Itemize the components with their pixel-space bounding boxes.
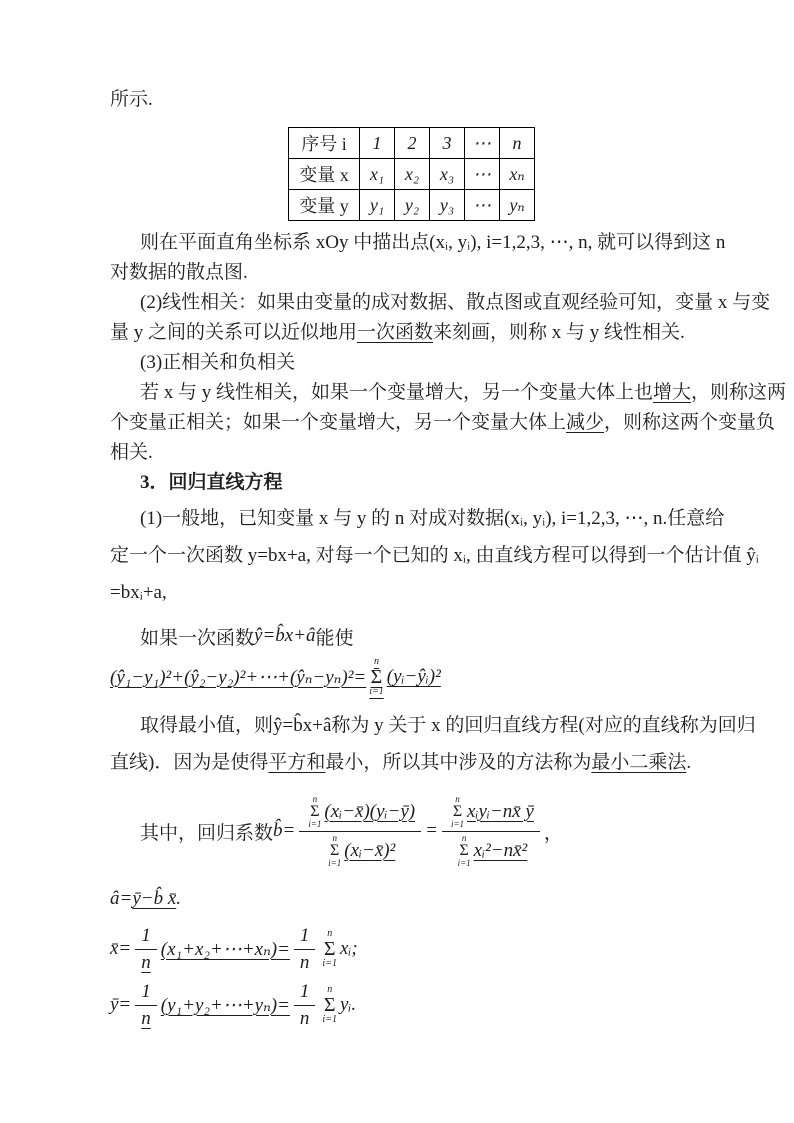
para-linear-line2 — [110, 318, 694, 348]
para-linear-line1: (2)线性相关：如果由变量的成对数据、散点图或直观经验可知，变量 x 与变 — [140, 292, 771, 313]
text-segment: 来刻画，则称 x 与 y 线性相关. — [433, 322, 685, 343]
formula-bhat — [110, 785, 694, 877]
formula-tail: yᵢ. — [339, 994, 357, 1015]
sum-symbol — [322, 929, 337, 969]
table-cell: 3 — [430, 128, 465, 159]
table-cell: x₂ — [395, 159, 430, 190]
sum-upper-limit: n — [332, 832, 337, 843]
sum-symbol — [369, 657, 384, 697]
ahat-rhs: ȳ−b̂ x̄ — [132, 888, 177, 909]
table-cell: 变量 x — [289, 159, 360, 190]
text-segment: 量 y 之间的关系可以近似地用 — [110, 322, 358, 343]
table-cell: y₁ — [360, 190, 395, 221]
fraction-numerator — [442, 795, 540, 832]
fraction-numerator — [299, 795, 421, 832]
sum-lower-limit: i=1 — [450, 818, 465, 829]
text-segment: 如果一次函数 — [140, 627, 255, 649]
para-correlation-line3: 相关. — [110, 442, 153, 463]
formula-left-side: (ŷ₁−y₁)²+(ŷ₂−y₂)²+⋯+(ŷₙ−yₙ)²= — [110, 666, 367, 688]
formula-tail: ， — [543, 822, 563, 844]
sigma-symbol: Σ — [323, 994, 336, 1016]
sum-upper-limit: n — [455, 793, 460, 804]
bhat-lhs: b̂= — [273, 820, 296, 841]
fraction-numerator: 1 — [135, 925, 157, 950]
numerator-expression: xᵢyᵢ−nx̄ ȳ — [467, 800, 534, 822]
sum-lower-limit: i=1 — [308, 818, 322, 829]
table-cell: ⋯ — [465, 190, 500, 221]
formula-ybar — [110, 977, 694, 1033]
text-segment: 若 x 与 y 线性相关，如果一个变量增大，另一个变量大体上也 — [140, 382, 654, 403]
text-segment: ，则称这两个变量负 — [604, 412, 776, 433]
sum-upper-limit: n — [312, 793, 318, 804]
fraction-numerator: 1 — [135, 981, 157, 1006]
math-regression-function: ŷ=b̂x+â — [273, 715, 332, 736]
fraction — [294, 981, 316, 1030]
fraction-denominator: n — [299, 951, 310, 973]
numerator-expression: (xᵢ−x̄)(yᵢ−ȳ) — [324, 800, 416, 822]
data-table — [288, 127, 535, 221]
fraction — [299, 795, 421, 868]
sum-lower-limit: i=1 — [369, 686, 384, 697]
answer-blank-sum-of-squares: 平方和 — [268, 752, 326, 773]
table-cell: 序号 i — [289, 128, 360, 159]
answer-blank-decrease: 减少 — [566, 412, 605, 433]
fraction — [135, 981, 157, 1030]
expanded-sum-expression: (y₁+y₂+⋯+yₙ)= — [160, 994, 290, 1016]
formula-xbar — [110, 921, 694, 977]
text-segment: 直线)．因为是使得 — [110, 752, 269, 773]
para-scatter-line1: 则在平面直角坐标系 xOy 中描出点(xᵢ, yᵢ), i=1,2,3, ⋯, n, 就可以得到这 n — [140, 232, 726, 253]
formula-right-side: (yᵢ−ŷᵢ)² — [386, 666, 441, 687]
text-segment: 最小，所以其中涉及的方法称为 — [325, 752, 592, 773]
answer-blank-least-squares: 最小二乘法 — [591, 752, 687, 773]
table-cell: x₃ — [430, 159, 465, 190]
table-cell: ⋯ — [465, 159, 500, 190]
table-row-y — [289, 190, 535, 221]
table-row-x — [289, 159, 535, 190]
sum-lower-limit: i=1 — [322, 958, 337, 969]
ahat-lhs: â= — [110, 888, 133, 909]
sum-lower-limit: i=1 — [457, 857, 471, 868]
table-cell: y₂ — [395, 190, 430, 221]
xbar-lhs: x̄= — [110, 938, 132, 959]
table-cell: n — [500, 128, 535, 159]
sum-symbol — [322, 985, 337, 1025]
table-row-index — [289, 128, 535, 159]
para-regression-line1: (1)一般地，已知变量 x 与 y 的 n 对成对数据(xᵢ, yᵢ), i=1,2,3, ⋯, n.任意给 — [140, 508, 725, 529]
formula-sum-of-squares — [110, 653, 694, 701]
table-cell: yₙ — [500, 190, 535, 221]
table-cell: 2 — [395, 128, 430, 159]
table-cell: 变量 y — [289, 190, 360, 221]
sum-symbol — [458, 834, 471, 868]
fraction — [442, 795, 540, 868]
expanded-sum-expression: (x₁+x₂+⋯+xₙ)= — [160, 938, 290, 960]
denominator-expression: xᵢ²−nx̄² — [473, 839, 528, 861]
text-segment: . — [686, 752, 692, 773]
intro-line: 所示. — [110, 89, 153, 110]
sum-symbol — [308, 795, 321, 829]
fraction-denominator: n — [141, 1007, 151, 1029]
fraction-denominator: n — [299, 1007, 310, 1029]
text-segment: 称为 y 关于 x 的回归直线方程(对应的直线称为回归 — [331, 715, 756, 736]
table-cell: y₃ — [430, 190, 465, 221]
text-segment: ，则称这两 — [691, 382, 787, 403]
sigma-symbol: Σ — [330, 841, 340, 859]
fraction-denominator: n — [141, 951, 151, 973]
sum-upper-limit: n — [327, 928, 333, 939]
text-segment: 取得最小值，则 — [140, 715, 274, 736]
para-correlation-line2 — [110, 408, 776, 438]
denominator-expression: (xᵢ−x̄)² — [344, 839, 396, 861]
sum-upper-limit: n — [327, 984, 333, 995]
answer-blank-increase: 增大 — [653, 382, 692, 403]
sum-lower-limit: i=1 — [328, 857, 342, 868]
sigma-symbol: Σ — [459, 841, 469, 859]
para-correlation-line1 — [110, 378, 787, 408]
fraction — [294, 925, 316, 974]
formula-lead-text: 其中，回归系数 — [140, 822, 274, 844]
table-cell: xₙ — [500, 159, 535, 190]
text-segment: 个变量正相关；如果一个变量增大，另一个变量大体上 — [110, 412, 567, 433]
fraction-denominator — [455, 832, 528, 868]
formula-tail: . — [176, 888, 182, 909]
para-enable — [110, 619, 694, 653]
para-regression-line2: 定一个一次函数 y=bx+a, 对每一个已知的 xᵢ, 由直线方程可以得到一个估计值 ŷᵢ — [110, 545, 759, 566]
sum-lower-limit: i=1 — [322, 1014, 337, 1025]
equals-sign: = — [425, 820, 438, 841]
fraction-numerator: 1 — [294, 981, 316, 1006]
para-scatter-line2: 对数据的散点图. — [110, 262, 248, 283]
fraction-denominator — [325, 832, 395, 868]
sigma-symbol: Σ — [323, 938, 336, 960]
formula-ahat — [110, 877, 694, 921]
fraction — [135, 925, 157, 974]
para-minimize-line2 — [110, 744, 694, 781]
sigma-symbol: Σ — [370, 666, 383, 688]
text-segment: 能使 — [315, 627, 354, 649]
sum-symbol — [328, 834, 341, 868]
table-cell: x₁ — [360, 159, 395, 190]
para-minimize-line1 — [110, 707, 756, 744]
sigma-symbol: Σ — [452, 802, 463, 820]
table-cell: ⋯ — [465, 128, 500, 159]
sum-symbol — [451, 795, 464, 829]
table-cell: 1 — [360, 128, 395, 159]
math-regression-function: ŷ=b̂x+â — [254, 625, 316, 646]
heading-regression: 3．回归直线方程 — [140, 472, 283, 493]
para-regression-line3: =bxᵢ+a, — [110, 582, 167, 603]
answer-blank-linear-function: 一次函数 — [357, 322, 434, 343]
heading-correlation: (3)正相关和负相关 — [140, 352, 296, 373]
sum-upper-limit: n — [374, 656, 379, 667]
sigma-symbol: Σ — [310, 802, 320, 820]
formula-tail: xᵢ; — [339, 938, 358, 959]
fraction-numerator: 1 — [294, 925, 316, 950]
ybar-lhs: ȳ= — [110, 994, 132, 1015]
sum-upper-limit: n — [461, 832, 467, 843]
